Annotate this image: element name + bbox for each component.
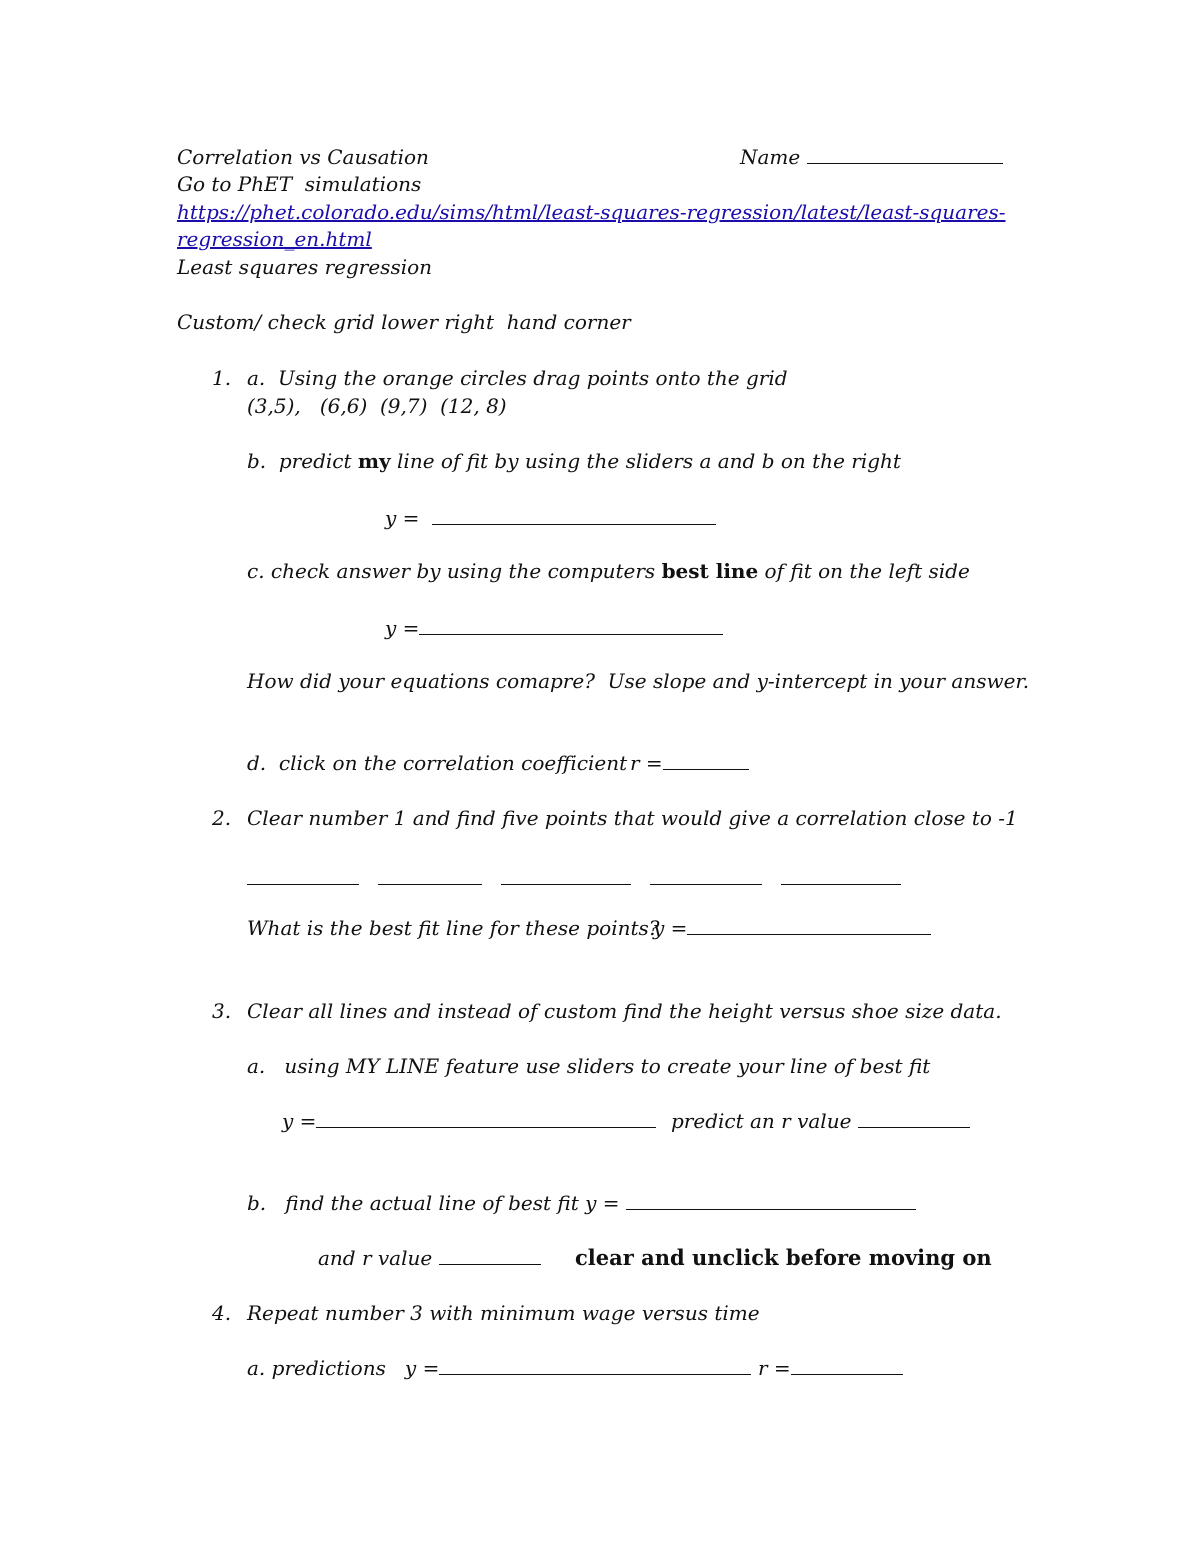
- q1-b-y-label: y =: [385, 506, 420, 530]
- q2-point-blank[interactable]: [378, 866, 482, 885]
- q4-text: Repeat number 3 with minimum wage versus time: [247, 1301, 760, 1325]
- q3-a-answer: [282, 1109, 656, 1133]
- q3-b-r-label: and r value: [318, 1246, 433, 1270]
- q4-a-text: a. predictions y =: [247, 1356, 440, 1380]
- q1-c-text: c. check answer by using the computers best line of fit on the left side: [247, 559, 970, 583]
- name-label: Name: [740, 145, 801, 169]
- q3-a-text: a. using MY LINE feature use sliders to create your line of best fit: [247, 1054, 931, 1078]
- q4-a-answer: [247, 1356, 751, 1380]
- q1-c-blank[interactable]: [419, 616, 723, 635]
- q1-c-y-label: y =: [385, 616, 420, 640]
- q3-b-text: b. find the actual line of best fit y =: [247, 1191, 620, 1215]
- q4-a-y-blank[interactable]: [439, 1356, 751, 1375]
- q3-a-r-blank[interactable]: [858, 1109, 970, 1128]
- q3-b-answer: [247, 1191, 916, 1215]
- sim-name: Least squares regression: [177, 255, 433, 279]
- q3-a-y-label: y =: [282, 1109, 317, 1133]
- q1-b-blank[interactable]: [432, 506, 716, 525]
- q2-text: Clear number 1 and find five points that would give a correlation close to -1: [247, 806, 1018, 830]
- q1-a-points: (3,5), (6,6) (9,7) (12, 8): [247, 394, 507, 418]
- sim-url-line1[interactable]: https://phet.colorado.edu/sims/html/least-squares-regression/latest/least-squares-: [177, 200, 1006, 224]
- q1-number: 1.: [212, 366, 232, 390]
- q3-a-predict: [671, 1109, 970, 1133]
- q1-d-blank[interactable]: [663, 751, 749, 770]
- q2-best-fit-text: What is the best fit line for these points?: [247, 916, 660, 940]
- q1-compare: How did your equations comapre? Use slope and y-intercept in your answer.: [247, 669, 1030, 693]
- q3-b-note: clear and unclick before moving on: [575, 1245, 992, 1270]
- name-blank[interactable]: [807, 145, 1003, 164]
- q1-b-answer: [385, 506, 716, 530]
- q4-a-r-blank[interactable]: [791, 1356, 903, 1375]
- q1-d-text: d. click on the correlation coefficient: [247, 751, 628, 775]
- q3-text: Clear all lines and instead of custom find the height versus shoe size data.: [247, 999, 1002, 1023]
- q3-b-r-blank[interactable]: [439, 1246, 541, 1265]
- q1-c-answer: [385, 616, 723, 640]
- q1-c-emphasis: best line: [661, 559, 759, 583]
- q3-a-y-blank[interactable]: [316, 1109, 656, 1128]
- q1-a-text: a. Using the orange circles drag points onto the grid: [247, 366, 788, 390]
- q2-best-fit-answer: [653, 916, 931, 940]
- q3-b-r-answer: [318, 1246, 541, 1270]
- name-field: [740, 145, 1003, 169]
- q3-a-predict-label: predict an r value: [671, 1109, 852, 1133]
- subtitle: Go to PhET simulations: [177, 172, 422, 196]
- q1-b-emphasis: my: [357, 449, 391, 473]
- q4-a-r-answer: [758, 1356, 903, 1380]
- q1-b-text: b. predict my line of fit by using the sliders a and b on the right: [247, 449, 901, 473]
- q4-a-r-label: r =: [758, 1356, 791, 1380]
- q2-point-blank[interactable]: [247, 866, 359, 885]
- worksheet-title: Correlation vs Causation: [177, 145, 429, 169]
- instruction: Custom/ check grid lower right hand corner: [177, 310, 631, 334]
- q3-number: 3.: [212, 999, 232, 1023]
- q2-point-blank[interactable]: [781, 866, 901, 885]
- q2-point-blank[interactable]: [501, 866, 631, 885]
- sim-url-line2[interactable]: regression_en.html: [177, 227, 372, 251]
- q1-d-answer: [630, 751, 749, 775]
- q4-number: 4.: [212, 1301, 232, 1325]
- q2-y-label: y =: [653, 916, 688, 940]
- q3-b-y-blank[interactable]: [626, 1191, 916, 1210]
- q2-point-blank[interactable]: [650, 866, 762, 885]
- q2-point-blanks: [247, 866, 901, 890]
- q2-y-blank[interactable]: [687, 916, 931, 935]
- q2-number: 2.: [212, 806, 232, 830]
- q1-d-r-label: r =: [630, 751, 663, 775]
